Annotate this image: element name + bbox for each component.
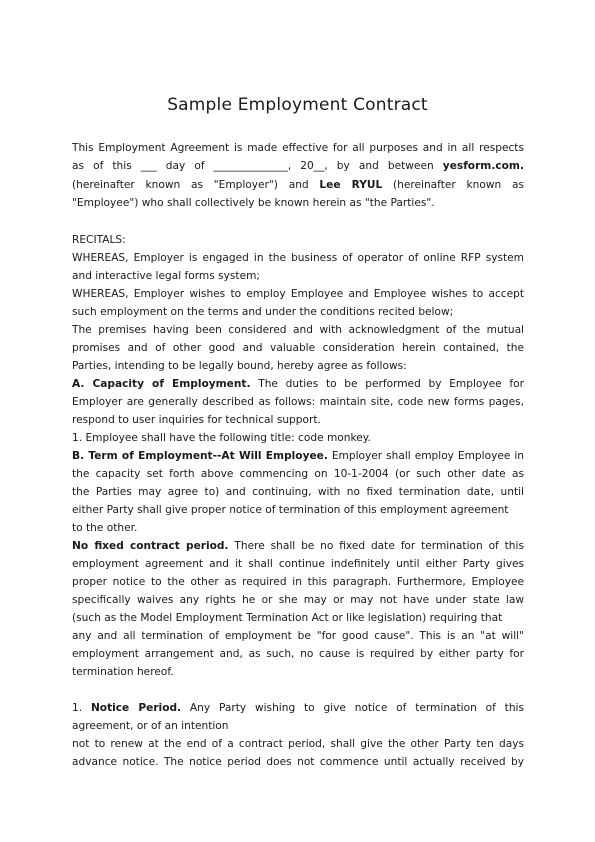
no-fixed-line-3: proper notice to the other as required in this paragraph. Furthermore, Employee: [72, 576, 524, 588]
notice-text: Any Party wishing to give notice of termination of this: [181, 702, 524, 714]
recitals-line-2: and interactive legal forms system;: [72, 270, 260, 282]
intro-employee-text: (hereinafter known as: [382, 179, 524, 191]
intro-line-3: [72, 178, 524, 192]
no-fixed-line-8: termination hereof.: [72, 666, 174, 678]
section-a-line-1: [72, 377, 524, 391]
section-b-line-5: to the other.: [72, 522, 138, 534]
section-a-line-4: 1. Employee shall have the following title: code monkey.: [72, 432, 371, 444]
notice-line-4: advance notice. The notice period does not commence until actually received by: [72, 756, 524, 768]
intro-line-1: This Employment Agreement is made effective for all purposes and in all respects: [72, 142, 524, 154]
notice-heading: Notice Period.: [90, 702, 182, 714]
section-b-line-1: [72, 449, 524, 463]
document-title: Sample Employment Contract: [167, 95, 428, 115]
no-fixed-line-6: any and all termination of employment be "for good cause". This is an "at will": [72, 630, 524, 642]
notice-line-2: agreement, or of an intention: [72, 720, 229, 732]
section-b-line-2: the capacity set forth above commencing on 10-1-2004 (or such other date as: [72, 468, 524, 480]
notice-line-1: [72, 701, 524, 715]
section-b-text: Employer shall employ Employee in: [327, 450, 524, 462]
intro-employer-text: (hereinafter known as "Employer") and: [72, 179, 320, 191]
recitals-line-3: WHEREAS, Employer wishes to employ Employee and Employee wishes to accept: [72, 288, 524, 300]
recitals-line-6: promises and of other good and valuable consideration herein contained, the: [72, 342, 524, 354]
section-b-heading: B. Term of Employment--At Will Employee.: [72, 450, 328, 462]
section-a-line-2: Employer are generally described as follows: maintain site, code new forms pages,: [72, 396, 524, 408]
no-fixed-heading: No fixed contract period.: [72, 540, 229, 552]
section-b-line-3: the Parties may agree to) and continuing, with no fixed termination date, until: [72, 486, 524, 498]
section-b-line-4: either Party shall give proper notice of termination of this employment agreement: [72, 504, 509, 516]
no-fixed-line-7: employment arrangement and, as such, no cause is required by either party for: [72, 648, 524, 660]
recitals-line-1: WHEREAS, Employer is engaged in the business of operator of online RFP system: [72, 252, 524, 264]
recitals-line-4: such employment on the terms and under the conditions recited below;: [72, 306, 454, 318]
section-a-text: The duties to be performed by Employee for: [250, 378, 524, 390]
recitals-line-7: Parties, intending to be legally bound, hereby agree as follows:: [72, 360, 407, 372]
no-fixed-line-5: (such as the Model Employment Termination Act or like legislation) requiring that: [72, 612, 503, 624]
section-a-line-3: respond to user inquiries for technical support.: [72, 414, 321, 426]
intro-date-text: as of this ___ day of ______________, 20__, by and between: [72, 160, 443, 172]
employee-name: Lee RYUL: [319, 179, 383, 191]
no-fixed-line-2: employment agreement and it shall continue indefinitely until either Party gives: [72, 558, 524, 570]
intro-line-4: "Employee") who shall collectively be known herein as "the Parties".: [72, 197, 435, 209]
recitals-line-5: The premises having been considered and with acknowledgment of the mutual: [72, 324, 524, 336]
employer-name: yesform.com.: [442, 160, 524, 172]
notice-number: 1.: [72, 702, 91, 714]
intro-line-2: [72, 159, 524, 173]
no-fixed-line-4: specifically waives any rights he or she may or may not have under state law: [72, 594, 524, 606]
section-a-heading: A. Capacity of Employment.: [72, 378, 251, 390]
notice-line-3: not to renew at the end of a contract period, shall give the other Party ten days: [72, 738, 524, 750]
recitals-heading: RECITALS:: [72, 234, 126, 246]
no-fixed-line-1: [72, 539, 524, 553]
no-fixed-text: There shall be no fixed date for termination of this: [228, 540, 524, 552]
